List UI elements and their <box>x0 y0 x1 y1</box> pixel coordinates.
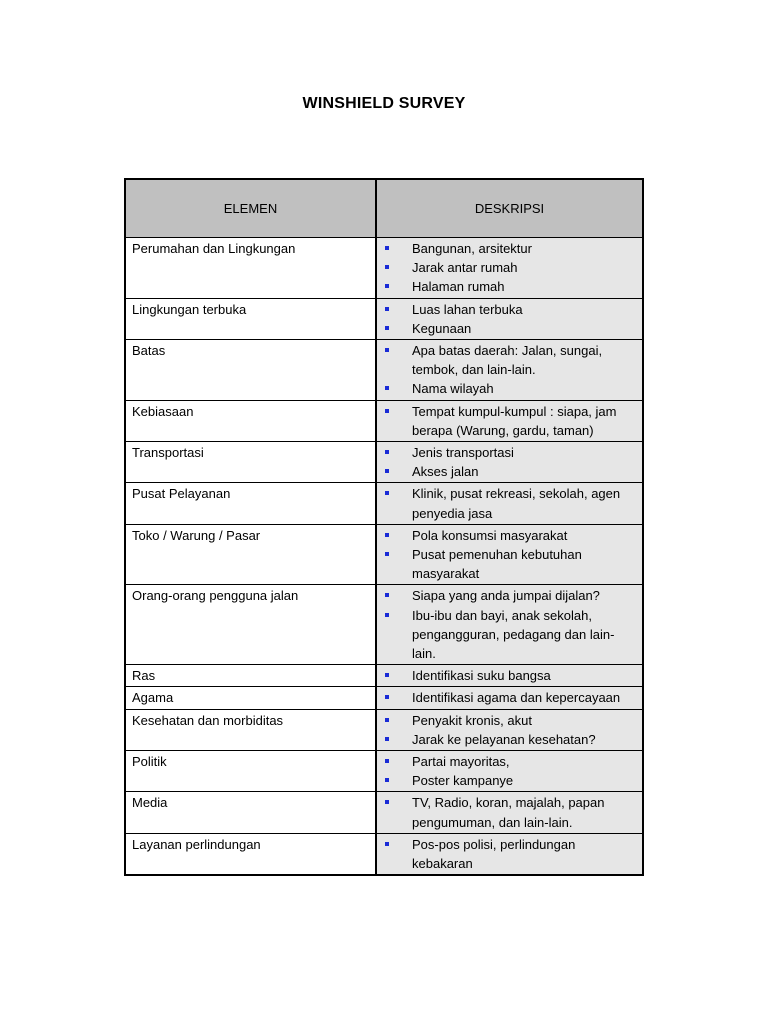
list-item-text: Pola konsumsi masyarakat <box>412 527 568 543</box>
square-bullet-icon <box>385 842 389 846</box>
deskripsi-list <box>377 752 634 790</box>
list-item <box>377 545 634 583</box>
list-item <box>377 239 634 258</box>
square-bullet-icon <box>385 613 389 617</box>
list-item <box>377 402 634 440</box>
deskripsi-cell <box>376 483 643 524</box>
elemen-cell: Orang-orang pengguna jalan <box>125 585 376 665</box>
table-row <box>125 340 643 401</box>
list-item-text: Siapa yang anda jumpai dijalan? <box>412 588 600 604</box>
list-item-text: Poster kampanye <box>412 773 514 789</box>
list-item-text: Penyakit kronis, akut <box>412 712 532 728</box>
table-row <box>125 238 643 299</box>
deskripsi-cell <box>376 665 643 687</box>
elemen-cell: Pusat Pelayanan <box>125 483 376 524</box>
square-bullet-icon <box>385 326 389 330</box>
list-item <box>377 711 634 730</box>
deskripsi-cell <box>376 400 643 441</box>
deskripsi-list <box>377 711 634 749</box>
elemen-cell: Ras <box>125 665 376 687</box>
table-body <box>125 238 643 876</box>
elemen-cell: Kebiasaan <box>125 400 376 441</box>
list-item <box>377 793 634 831</box>
list-item-text: Bangunan, arsitektur <box>412 241 532 256</box>
list-item-text: Jarak ke pelayanan kesehatan? <box>412 731 596 747</box>
table-row <box>125 524 643 585</box>
table-row <box>125 298 643 339</box>
deskripsi-list <box>377 835 634 873</box>
list-item <box>377 666 634 685</box>
list-item-text: Pos-pos polisi, perlindungan kebakaran <box>412 836 576 872</box>
square-bullet-icon <box>385 533 389 537</box>
table-header-row <box>125 179 643 238</box>
deskripsi-cell <box>376 833 643 875</box>
table-row <box>125 585 643 665</box>
list-item <box>377 484 634 522</box>
list-item <box>377 771 634 790</box>
elemen-cell: Layanan perlindungan <box>125 833 376 875</box>
deskripsi-cell <box>376 298 643 339</box>
deskripsi-cell <box>376 709 643 750</box>
list-item <box>377 752 634 771</box>
list-item-text: Jenis transportasi <box>412 445 514 461</box>
header-elemen: ELEMEN <box>125 179 376 238</box>
square-bullet-icon <box>385 469 389 473</box>
square-bullet-icon <box>385 265 389 269</box>
list-item <box>377 688 634 707</box>
deskripsi-list <box>377 239 634 297</box>
square-bullet-icon <box>385 759 389 763</box>
list-item-text: Kegunaan <box>412 320 472 336</box>
elemen-cell: Perumahan dan Lingkungan <box>125 238 376 299</box>
list-item <box>377 277 634 296</box>
list-item <box>377 462 634 481</box>
list-item-text: Tempat kumpul-kumpul : siapa, jam berapa (Warung, gardu, taman) <box>412 403 617 438</box>
list-item-text: Jarak antar rumah <box>412 260 518 276</box>
deskripsi-list <box>377 526 634 584</box>
list-item <box>377 379 634 398</box>
elemen-cell: Politik <box>125 751 376 792</box>
deskripsi-list <box>377 666 634 685</box>
deskripsi-list <box>377 341 634 399</box>
table-row <box>125 792 643 833</box>
list-item <box>377 730 634 749</box>
list-item <box>377 606 634 664</box>
table-row <box>125 665 643 687</box>
table-row <box>125 687 643 709</box>
table-row <box>125 709 643 750</box>
list-item-text: Pusat pemenuhan kebutuhan masyarakat <box>412 547 582 582</box>
square-bullet-icon <box>385 737 389 741</box>
square-bullet-icon <box>385 778 389 782</box>
list-item-text: Apa batas daerah: Jalan, sungai, tembok, dan lain-lain. <box>412 343 603 378</box>
table-row <box>125 751 643 792</box>
square-bullet-icon <box>385 246 389 250</box>
elemen-cell: Lingkungan terbuka <box>125 298 376 339</box>
deskripsi-cell <box>376 792 643 833</box>
square-bullet-icon <box>385 409 389 413</box>
elemen-cell: Kesehatan dan morbiditas <box>125 709 376 750</box>
elemen-cell: Media <box>125 792 376 833</box>
list-item-text: TV, Radio, koran, majalah, papan pengumuman, dan lain-lain. <box>412 795 605 830</box>
deskripsi-list <box>377 402 634 440</box>
table-row <box>125 442 643 483</box>
square-bullet-icon <box>385 491 389 495</box>
list-item <box>377 341 634 379</box>
table-row <box>125 483 643 524</box>
deskripsi-list <box>377 300 634 338</box>
square-bullet-icon <box>385 593 389 597</box>
list-item-text: Partai mayoritas, <box>412 754 510 770</box>
list-item <box>377 258 634 277</box>
deskripsi-cell <box>376 524 643 585</box>
list-item-text: Nama wilayah <box>412 381 494 397</box>
page-title: WINSHIELD SURVEY <box>302 95 466 112</box>
elemen-cell: Agama <box>125 687 376 709</box>
list-item <box>377 835 634 873</box>
list-item-text: Identifikasi suku bangsa <box>412 668 551 684</box>
list-item <box>377 300 634 319</box>
list-item <box>377 443 634 462</box>
list-item <box>377 319 634 338</box>
square-bullet-icon <box>385 348 389 352</box>
deskripsi-list <box>377 443 634 481</box>
survey-table <box>124 178 644 876</box>
deskripsi-cell <box>376 687 643 709</box>
deskripsi-cell <box>376 340 643 401</box>
list-item-text: Klinik, pusat rekreasi, sekolah, agen penyedia jasa <box>412 486 621 521</box>
list-item-text: Identifikasi agama dan kepercayaan <box>412 690 621 706</box>
square-bullet-icon <box>385 450 389 454</box>
square-bullet-icon <box>385 307 389 311</box>
elemen-cell: Batas <box>125 340 376 401</box>
square-bullet-icon <box>385 673 389 677</box>
deskripsi-cell <box>376 751 643 792</box>
table-row <box>125 833 643 875</box>
list-item <box>377 586 634 605</box>
square-bullet-icon <box>385 284 389 288</box>
list-item <box>377 526 634 545</box>
list-item-text: Ibu-ibu dan bayi, anak sekolah, pengangguran, pedagang dan lain-lain. <box>412 607 615 662</box>
square-bullet-icon <box>385 718 389 722</box>
deskripsi-list <box>377 793 634 831</box>
elemen-cell: Transportasi <box>125 442 376 483</box>
deskripsi-cell <box>376 585 643 665</box>
deskripsi-cell <box>376 442 643 483</box>
header-deskripsi: DESKRIPSI <box>376 179 643 238</box>
deskripsi-list <box>377 688 634 707</box>
table-row <box>125 400 643 441</box>
list-item-text: Akses jalan <box>412 464 479 480</box>
deskripsi-list <box>377 484 634 522</box>
deskripsi-list <box>377 586 634 663</box>
list-item-text: Halaman rumah <box>412 279 505 295</box>
list-item-text: Luas lahan terbuka <box>412 301 523 317</box>
elemen-cell: Toko / Warung / Pasar <box>125 524 376 585</box>
square-bullet-icon <box>385 800 389 804</box>
square-bullet-icon <box>385 695 389 699</box>
square-bullet-icon <box>385 552 389 556</box>
square-bullet-icon <box>385 386 389 390</box>
deskripsi-cell <box>376 238 643 299</box>
